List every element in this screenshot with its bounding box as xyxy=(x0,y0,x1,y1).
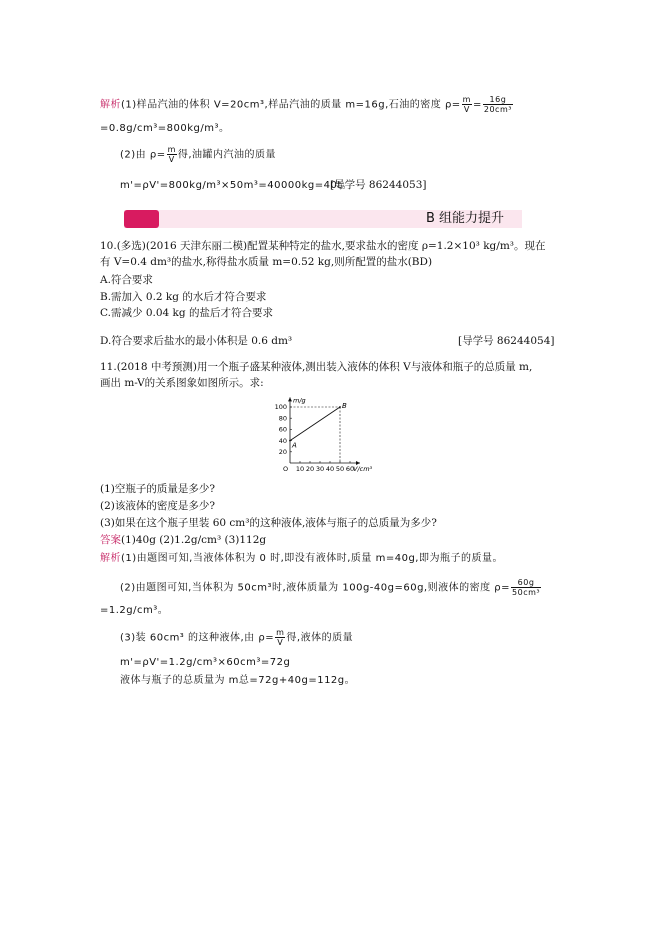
q11-line-2: 画出 m-V的关系图象如图所示。求: xyxy=(100,377,264,389)
m-v-graph xyxy=(272,393,402,481)
data-line xyxy=(290,407,340,441)
q10-line-1: 10.(多选)(2016 天津东丽二模)配置某种特定的盐水,要求盐水的密度 ρ=1.2×10³ kg/m³。现在 xyxy=(100,240,546,252)
solution-2-line-4: (3)装 60cm³ 的这种液体,由 ρ= $\frac{m}{V}$ 得,液体的质量 xyxy=(120,628,354,647)
point-b xyxy=(339,406,341,408)
point-a-label: A xyxy=(292,441,297,450)
q11-line-1: 11.(2018 中考预测)用一个瓶子盛某种液体,测出装入液体的体积 V与液体和瓶子的总质量 m, xyxy=(100,361,533,373)
solution-2-line-3: =1.2g/cm³。 xyxy=(100,605,169,616)
fraction: $\frac{16g}{\text{20cm³}}$ xyxy=(483,95,512,114)
section-banner xyxy=(124,210,522,228)
solution-2-line-5: m'=ρV'=1.2g/cm³×60cm³=72g xyxy=(120,657,291,668)
fraction: $\frac{60g}{\text{50cm³}}$ xyxy=(512,578,541,597)
y-tick-label: 20 xyxy=(278,448,287,456)
q10-option-c: C.需减少 0.04 kg 的盐后才符合要求 xyxy=(100,307,273,319)
origin-label: O xyxy=(283,465,289,473)
banner-tab xyxy=(124,210,159,228)
solution-text: (1)样品汽油的体积 V=20cm³,样品汽油的质量 m=16g,石油的密度 ρ= xyxy=(121,99,461,111)
solution-1-line-2: =0.8g/cm³=800kg/m³。 xyxy=(100,123,230,134)
guide-number-ref: [导学号 86244054] xyxy=(458,335,555,347)
x-tick-label: 60 xyxy=(345,465,355,473)
solution-2-line-1: 解析(1)由题图可知,当液体体积为 0 时,即没有液体时,质量 m=40g,即为瓶子的质量。 xyxy=(100,553,503,564)
answer-label: 答案 xyxy=(100,534,121,546)
solution-1-line-3: (2)由 ρ= $\frac{m}{V}$ 得,油罐内汽油的质量 xyxy=(120,145,277,164)
y-tick-label: 40 xyxy=(278,436,287,445)
x-tick-label: 50 xyxy=(335,465,345,473)
solution-1-line-1: 解析(1)样品汽油的体积 V=20cm³,样品汽油的质量 m=16g,石油的密度 ρ= $\frac{m}{V}$ = $\frac{16g}{\text{20cm³}}$ xyxy=(100,95,512,114)
q10-option-b: B.需加入 0.2 kg 的水后才符合要求 xyxy=(100,291,267,303)
y-tick-label: 100 xyxy=(274,403,287,412)
section-title: B 组能力提升 xyxy=(425,211,504,226)
x-tick-label: 30 xyxy=(315,465,325,473)
q11-part-1: (1)空瓶子的质量是多少? xyxy=(100,483,216,495)
q11-part-2: (2)该液体的密度是多少? xyxy=(100,500,216,512)
y-axis-arrow-icon xyxy=(288,397,292,401)
guide-number-ref: [导学号 86244053] xyxy=(330,179,427,191)
x-tick-label: 10 xyxy=(295,465,305,473)
solution-label: 解析 xyxy=(100,553,121,564)
fraction: $\frac{m}{V}$ xyxy=(462,95,471,114)
solution-1-line-4: m'=ρV'=800kg/m³×50m³=40000kg=40t。 xyxy=(120,180,353,191)
fraction: $\frac{m}{V}$ xyxy=(167,145,176,164)
y-tick-label: 80 xyxy=(278,414,287,423)
q10-line-2: 有 V=0.4 dm³的盐水,称得盐水质量 m=0.52 kg,则所配置的盐水(BD) xyxy=(100,256,433,268)
q11-part-3: (3)如果在这个瓶子里装 60 cm³的这种液体,液体与瓶子的总质量为多少? xyxy=(100,517,437,529)
x-tick-label: 40 xyxy=(325,465,335,473)
x-tick-label: 20 xyxy=(305,465,315,473)
solution-2-line-2: (2)由题图可知,当体积为 50cm³时,液体质量为 100g-40g=60g,则液体的密度 ρ= $\frac{60g}{\text{50cm³}}$ xyxy=(120,578,541,597)
point-b-label: B xyxy=(342,402,347,410)
solution-label: 解析 xyxy=(100,99,121,111)
y-tick-label: 60 xyxy=(278,425,287,434)
x-axis-label: V/cm³ xyxy=(353,465,373,473)
q11-answer: 答案(1)40g (2)1.2g/cm³ (3)112g xyxy=(100,534,267,546)
point-a xyxy=(289,440,291,442)
y-axis-label: m/g xyxy=(293,396,306,405)
fraction: $\frac{m}{V}$ xyxy=(276,628,285,647)
solution-2-line-6: 液体与瓶子的总质量为 m总=72g+40g=112g。 xyxy=(120,675,356,686)
q10-option-d: D.符合要求后盐水的最小体积是 0.6 dm³ xyxy=(100,335,293,347)
q10-option-a: A.符合要求 xyxy=(100,274,153,286)
